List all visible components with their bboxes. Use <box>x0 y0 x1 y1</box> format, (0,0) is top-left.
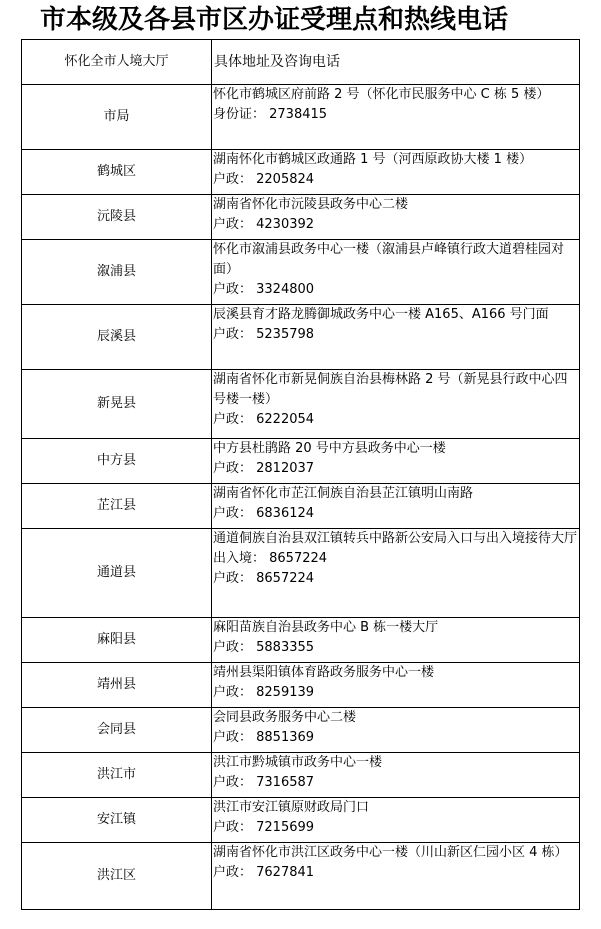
address-text: 靖州县渠阳镇体育路政务服务中心一楼 <box>213 665 435 680</box>
address-phone-cell <box>212 150 580 195</box>
phone-text: 户政： 7215699 <box>213 820 315 835</box>
district-name: 市局 <box>22 85 212 150</box>
phone-text: 户政： 5235798 <box>213 327 315 342</box>
address-phone-cell <box>212 85 580 150</box>
table-row <box>22 370 580 439</box>
district-name: 中方县 <box>22 439 212 484</box>
address-text: 湖南省怀化市芷江侗族自治县芷江镇明山南路 <box>213 486 474 501</box>
phone-text: 户政： 8851369 <box>213 730 315 745</box>
address-text: 湖南省怀化市洪江区政务中心一楼（川山新区仁园小区 4 栋） <box>213 845 568 860</box>
address-phone-cell <box>212 529 580 618</box>
header-address-phone: 具体地址及咨询电话 <box>212 40 580 85</box>
table-row <box>22 843 580 910</box>
district-name: 会同县 <box>22 708 212 753</box>
district-name: 安江镇 <box>22 798 212 843</box>
district-name: 通道县 <box>22 529 212 618</box>
table-row <box>22 663 580 708</box>
address-phone-cell <box>212 240 580 305</box>
phone-text: 户政： 3324800 <box>213 282 315 297</box>
address-phone-cell <box>212 618 580 663</box>
table-row <box>22 529 580 618</box>
phone-text: 户政： 7627841 <box>213 865 315 880</box>
phone-text: 户政： 2812037 <box>213 461 315 476</box>
table-row <box>22 150 580 195</box>
table-row <box>22 484 580 529</box>
district-name: 洪江区 <box>22 843 212 910</box>
phone-text: 户政： 4230392 <box>213 217 315 232</box>
table-row <box>22 85 580 150</box>
table-row <box>22 439 580 484</box>
district-name: 芷江县 <box>22 484 212 529</box>
table-row <box>22 240 580 305</box>
address-phone-cell <box>212 195 580 240</box>
hotline-table <box>21 39 580 910</box>
table-row <box>22 798 580 843</box>
table-header-row <box>22 40 580 85</box>
address-text: 中方县杜鹃路 20 号中方县政务中心一楼 <box>213 441 446 456</box>
address-phone-cell <box>212 843 580 910</box>
table-row <box>22 753 580 798</box>
phone-text: 户政： 8657224 <box>213 571 315 586</box>
address-text: 怀化市溆浦县政务中心一楼（溆浦县卢峰镇行政大道碧桂园对面） <box>213 242 565 277</box>
district-name: 鹤城区 <box>22 150 212 195</box>
address-text: 洪江市安江镇原财政局门口 <box>213 800 370 815</box>
address-text: 湖南省怀化市沅陵县政务中心二楼 <box>213 197 409 212</box>
table-row <box>22 618 580 663</box>
phone-text: 户政： 6222054 <box>213 412 315 427</box>
address-text: 洪江市黔城镇市政务中心一楼 <box>213 755 383 770</box>
phone-text: 户政： 6836124 <box>213 506 315 521</box>
address-phone-cell <box>212 708 580 753</box>
table-row <box>22 195 580 240</box>
district-name: 溆浦县 <box>22 240 212 305</box>
address-text: 湖南怀化市鹤城区政通路 1 号（河西原政协大楼 1 楼） <box>213 152 533 167</box>
district-name: 辰溪县 <box>22 305 212 370</box>
phone-text: 户政： 2205824 <box>213 172 315 187</box>
phone-text: 户政： 8259139 <box>213 685 315 700</box>
address-phone-cell <box>212 798 580 843</box>
district-name: 靖州县 <box>22 663 212 708</box>
phone-text: 户政： 7316587 <box>213 775 315 790</box>
address-phone-cell <box>212 753 580 798</box>
table-row <box>22 708 580 753</box>
address-phone-cell <box>212 370 580 439</box>
address-text: 通道侗族自治县双江镇转兵中路新公安局入口与出入境接待大厅 <box>213 531 578 546</box>
table-body <box>22 40 580 910</box>
address-phone-cell <box>212 663 580 708</box>
district-name: 洪江市 <box>22 753 212 798</box>
address-text: 湖南省怀化市新晃侗族自治县梅林路 2 号（新晃县行政中心四号楼一楼） <box>213 372 568 407</box>
address-phone-cell <box>212 439 580 484</box>
header-hall: 怀化全市人境大厅 <box>22 40 212 85</box>
district-name: 新晃县 <box>22 370 212 439</box>
table-row <box>22 305 580 370</box>
district-name: 沅陵县 <box>22 195 212 240</box>
page-title: 市本级及各县市区办证受理点和热线电话 <box>39 5 508 35</box>
phone-text: 身份证： 2738415 <box>213 107 328 122</box>
phone-text: 出入境： 8657224 <box>213 551 328 566</box>
address-phone-cell <box>212 484 580 529</box>
address-text: 麻阳苗族自治县政务中心 B 栋一楼大厅 <box>213 620 439 635</box>
address-phone-cell <box>212 305 580 370</box>
phone-text: 户政： 5883355 <box>213 640 315 655</box>
address-text: 会同县政务服务中心二楼 <box>213 710 357 725</box>
district-name: 麻阳县 <box>22 618 212 663</box>
address-text: 辰溪县育才路龙腾御城政务中心一楼 A165、A166 号门面 <box>213 307 549 322</box>
address-text: 怀化市鹤城区府前路 2 号（怀化市民服务中心 C 栋 5 楼） <box>213 87 550 102</box>
